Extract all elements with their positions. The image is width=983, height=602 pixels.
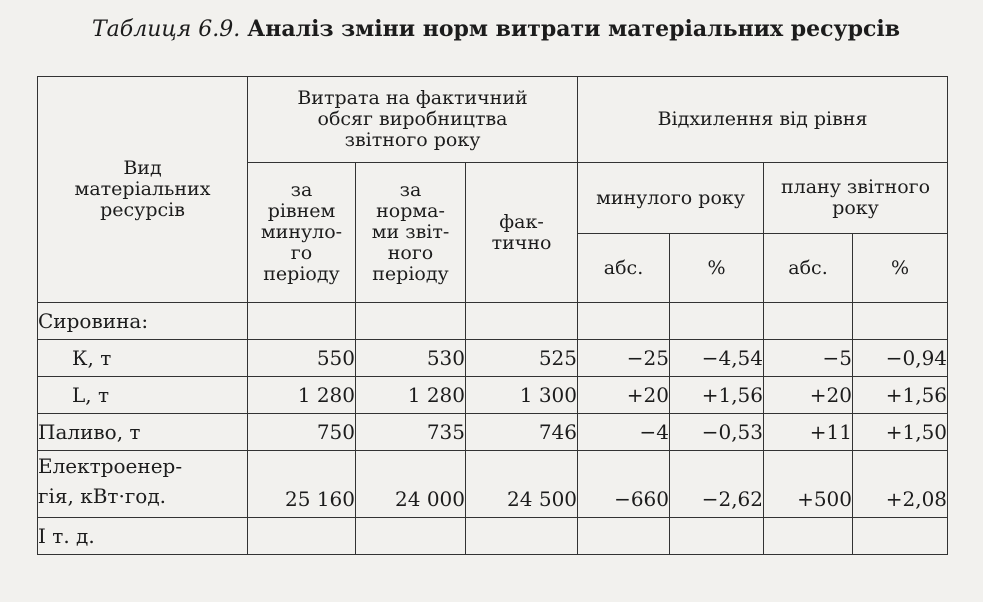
table-cell: 24 000 xyxy=(356,451,466,518)
header-pct: % xyxy=(853,234,948,303)
table-cell: 525 xyxy=(466,340,578,377)
table-cell: +1,56 xyxy=(853,377,948,414)
table-cell: −0,94 xyxy=(853,340,948,377)
table-caption: Таблиця 6.9. xyxy=(92,17,241,42)
table-cell: 735 xyxy=(356,414,466,451)
header-plan: плану звітного року xyxy=(764,163,948,234)
table-cell: +11 xyxy=(764,414,853,451)
table-row xyxy=(38,518,948,555)
table-cell: 1 300 xyxy=(466,377,578,414)
table-row xyxy=(38,451,948,518)
table-row xyxy=(38,303,948,340)
header-resource: Вид матеріальних ресурсів xyxy=(38,77,248,303)
row-label: Електроенер- гія, кВт·год. xyxy=(38,451,248,518)
table-cell: 1 280 xyxy=(356,377,466,414)
table-title xyxy=(92,16,952,42)
table-cell: +20 xyxy=(578,377,670,414)
table-cell: +1,56 xyxy=(670,377,764,414)
table-row xyxy=(38,377,948,414)
header-last-year: минулого року xyxy=(578,163,764,234)
table-cell: −5 xyxy=(764,340,853,377)
table-cell: 750 xyxy=(248,414,356,451)
row-label: Сировина: xyxy=(38,303,248,340)
table-cell: −0,53 xyxy=(670,414,764,451)
table-cell: 550 xyxy=(248,340,356,377)
table-name: Аналіз зміни норм витрати матеріальних ресурсів xyxy=(247,16,901,42)
header-actual: фак- тично xyxy=(466,163,578,303)
table-cell: +500 xyxy=(764,451,853,518)
materials-table xyxy=(37,76,948,555)
table-cell: 25 160 xyxy=(248,451,356,518)
table-cell: −4 xyxy=(578,414,670,451)
table-cell: −25 xyxy=(578,340,670,377)
table-cell: −2,62 xyxy=(670,451,764,518)
row-label: L, т xyxy=(38,377,248,414)
header-spend-group: Витрата на фактичний обсяг виробництва звітного року xyxy=(248,77,578,163)
row-label: Паливо, т xyxy=(38,414,248,451)
header-abs: абс. xyxy=(764,234,853,303)
row-label: І т. д. xyxy=(38,518,248,555)
table-cell: +20 xyxy=(764,377,853,414)
table-cell: −4,54 xyxy=(670,340,764,377)
table-row xyxy=(38,340,948,377)
header-pct: % xyxy=(670,234,764,303)
table-cell: 530 xyxy=(356,340,466,377)
table-cell: −660 xyxy=(578,451,670,518)
row-label: К, т xyxy=(38,340,248,377)
header-abs: абс. xyxy=(578,234,670,303)
header-norms: за норма- ми звіт- ного періоду xyxy=(356,163,466,303)
table-cell: 746 xyxy=(466,414,578,451)
table-cell: 24 500 xyxy=(466,451,578,518)
table-cell: +2,08 xyxy=(853,451,948,518)
table-row xyxy=(38,414,948,451)
header-prev-period: за рівнем минуло- го періоду xyxy=(248,163,356,303)
header-deviation-group: Відхилення від рівня xyxy=(578,77,948,163)
table-cell: +1,50 xyxy=(853,414,948,451)
table-cell: 1 280 xyxy=(248,377,356,414)
